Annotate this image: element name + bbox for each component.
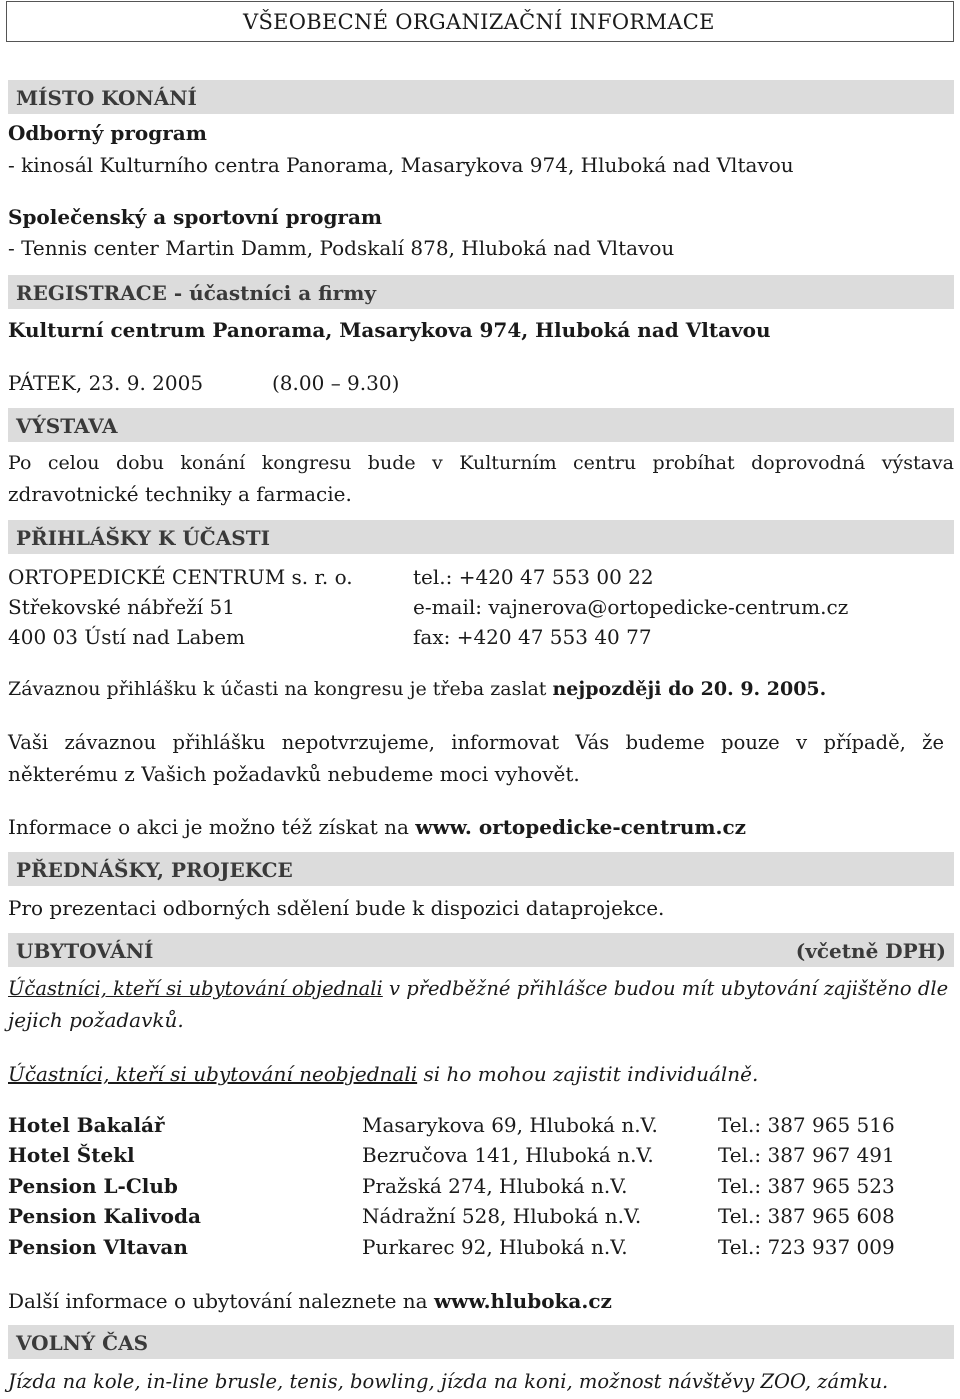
hotel-address: Pražská 274, Hluboká n.V. — [362, 1174, 628, 1198]
hotel-name: Hotel Štekl — [8, 1143, 135, 1167]
section-heading: MÍSTO KONÁNÍ — [16, 86, 197, 110]
hotel-name: Pension Vltavan — [8, 1235, 188, 1259]
section-heading: VOLNÝ ČAS — [16, 1331, 149, 1355]
vystava-line2: zdravotnické techniky a farmacie. — [8, 482, 352, 506]
title-box — [6, 1, 954, 42]
hotel-address: Bezručova 141, Hluboká n.V. — [362, 1143, 654, 1167]
notordered-line: Účastníci, kteří si ubytování neobjednali si ho mohou zajistit individuálně. — [8, 1062, 759, 1086]
hotel-address: Nádražní 528, Hluboká n.V. — [362, 1204, 642, 1228]
spolecensky-heading: Společenský a sportovní program — [8, 205, 383, 229]
registrace-date: PÁTEK, 23. 9. 2005 — [8, 371, 204, 395]
odborny-heading: Odborný program — [8, 121, 207, 145]
vystava-line1: Po celou dobu konání kongresu bude v Kulturním centru probíhat doprovodná výstava — [8, 452, 954, 474]
info-paragraph: Informace o akci je možno též získat na www. ortopedicke-centrum.cz — [8, 815, 747, 839]
registrace-time: (8.00 – 9.30) — [272, 371, 400, 395]
section-heading: PŘIHLÁŠKY K ÚČASTI — [16, 526, 270, 550]
volny-cas-text: Jízda na kole, in-line brusle, tenis, bowling, jízda na koni, možnost návštěvy ZOO, zámku. — [8, 1370, 889, 1393]
hotel-tel: Tel.: 387 965 523 — [718, 1174, 895, 1198]
section-heading: PŘEDNÁŠKY, PROJEKCE — [16, 858, 293, 882]
contact-phone: tel.: +420 47 553 00 22 — [413, 565, 654, 589]
confirm-line1: Vaši závaznou přihlášku nepotvrzujeme, informovat Vás budeme pouze v případě, že — [8, 731, 944, 754]
section-heading: VÝSTAVA — [16, 414, 118, 438]
section-bar-ubytovani — [8, 933, 954, 967]
address-line: 400 03 Ústí nad Labem — [8, 625, 246, 649]
hotel-name: Hotel Bakalář — [8, 1113, 165, 1137]
address-line: ORTOPEDICKÉ CENTRUM s. r. o. — [8, 565, 353, 589]
spolecensky-text: - Tennis center Martin Damm, Podskalí 878, Hluboká nad Vltavou — [8, 236, 675, 260]
hotel-tel: Tel.: 387 965 516 — [718, 1113, 895, 1137]
section-bar-prednasky — [8, 852, 954, 886]
section-bar-volny-cas — [8, 1325, 954, 1359]
hotel-address: Purkarec 92, Hluboká n.V. — [362, 1235, 628, 1259]
section-bar-prihlasky — [8, 520, 954, 554]
hotel-name: Pension L-Club — [8, 1174, 178, 1198]
hotel-tel: Tel.: 387 967 491 — [718, 1143, 895, 1167]
odborny-text: - kinosál Kulturního centra Panorama, Masarykova 974, Hluboká nad Vltavou — [8, 153, 794, 177]
section-heading: REGISTRACE - účastníci a firmy — [16, 281, 376, 305]
more-info-paragraph: Další informace o ubytování naleznete na www.hluboka.cz — [8, 1289, 612, 1313]
page-title: VŠEOBECNÉ ORGANIZAČNÍ INFORMACE — [243, 10, 715, 34]
section-heading-right: (včetně DPH) — [795, 939, 946, 963]
section-bar-misto-konani — [8, 80, 954, 114]
prednasky-text: Pro prezentaci odborných sdělení bude k dispozici dataprojekce. — [8, 896, 665, 920]
address-line: Střekovské nábřeží 51 — [8, 595, 235, 619]
contact-fax: fax: +420 47 553 40 77 — [413, 625, 652, 649]
confirm-line2: některému z Vašich požadavků nebudeme moci vyhovět. — [8, 762, 580, 786]
ordered-line1: Účastníci, kteří si ubytování objednali v předběžné přihlášce budou mít ubytování zajištěno dle — [8, 977, 949, 1000]
contact-email: e-mail: vajnerova@ortopedicke-centrum.cz — [413, 595, 849, 619]
deadline-paragraph: Závaznou přihlášku k účasti na kongresu je třeba zaslat nejpozději do 20. 9. 2005. — [8, 678, 827, 700]
hotel-name: Pension Kalivoda — [8, 1204, 201, 1228]
registrace-place: Kulturní centrum Panorama, Masarykova 974, Hluboká nad Vltavou — [8, 318, 771, 342]
section-bar-vystava — [8, 408, 954, 442]
section-bar-registrace — [8, 275, 954, 309]
hotel-address: Masarykova 69, Hluboká n.V. — [362, 1113, 658, 1137]
hotel-tel: Tel.: 723 937 009 — [718, 1235, 895, 1259]
ordered-line2: jejich požadavků. — [8, 1008, 184, 1032]
hotel-tel: Tel.: 387 965 608 — [718, 1204, 895, 1228]
section-heading: UBYTOVÁNÍ — [16, 939, 154, 963]
